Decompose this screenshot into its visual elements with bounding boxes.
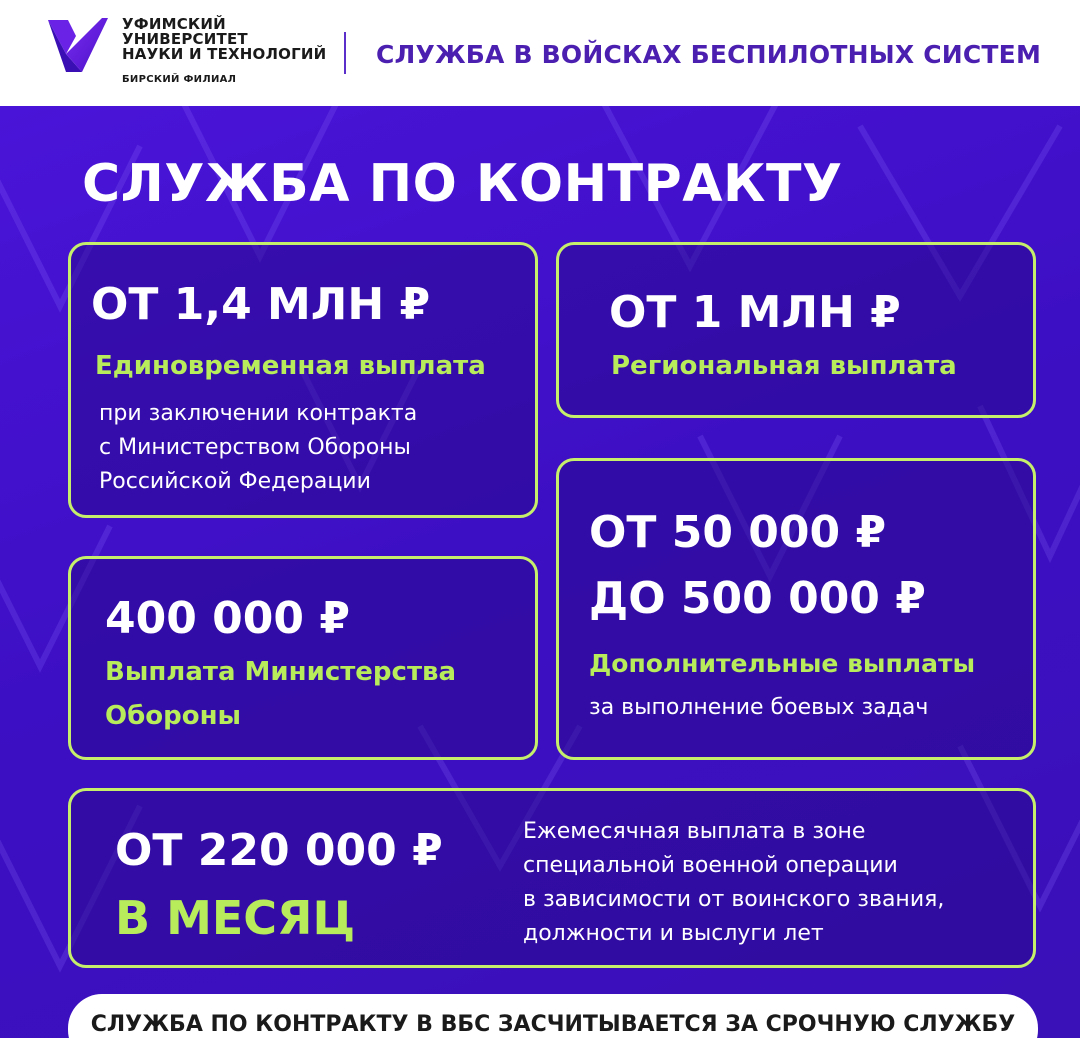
card-regional-payment [556,242,1036,418]
university-name-line: УФИМСКИЙ [122,15,226,33]
payment-label: Региональная выплата [611,351,957,381]
description-line: должности и выслуги лет [523,921,824,946]
description-line: специальной военной операции [523,853,898,878]
description-line: за выполнение боевых задач [589,695,929,720]
description-line: при заключении контракта [99,401,418,426]
amount-text: 400 000 ₽ [105,593,350,644]
payment-label: Единовременная выплата [95,351,486,381]
university-logo-icon [46,14,112,74]
monthly-label: В МЕСЯЦ [115,891,356,945]
amount-text: ДО 500 000 ₽ [589,573,926,624]
card-ministry-payment [68,556,538,760]
amount-text: ОТ 50 000 ₽ [589,507,887,558]
description-line: Российской Федерации [99,469,371,494]
footer-banner [68,994,1038,1038]
amount-text: ОТ 1 МЛН ₽ [609,287,901,338]
university-name-line: УНИВЕРСИТЕТ [122,30,248,48]
card-additional-payments [556,458,1036,760]
description-line: Ежемесячная выплата в зоне [523,819,866,844]
amount-text: ОТ 1,4 МЛН ₽ [91,279,431,330]
description-line: в зависимости от воинского звания, [523,887,945,912]
payment-label: Обороны [105,701,242,731]
header-divider [344,32,346,74]
description-line: с Министерством Обороны [99,435,411,460]
main-title: СЛУЖБА ПО КОНТРАКТУ [82,154,843,214]
university-name [122,17,326,62]
payment-label: Дополнительные выплаты [589,649,976,678]
university-name-line: НАУКИ И ТЕХНОЛОГИЙ [122,45,327,63]
branch-name: БИРСКИЙ ФИЛИАЛ [122,74,237,85]
header [0,0,1080,106]
amount-text: ОТ 220 000 ₽ [115,825,443,876]
card-monthly-payment [68,788,1036,968]
footer-text: СЛУЖБА ПО КОНТРАКТУ В ВБС ЗАСЧИТЫВАЕТСЯ ЗА СРОЧНУЮ СЛУЖБУ [90,1012,1016,1037]
payment-label: Выплата Министерства [105,657,457,687]
poster [0,106,1080,1038]
card-one-time-payment [68,242,538,518]
header-title: СЛУЖБА В ВОЙСКАХ БЕСПИЛОТНЫХ СИСТЕМ [376,40,1042,69]
